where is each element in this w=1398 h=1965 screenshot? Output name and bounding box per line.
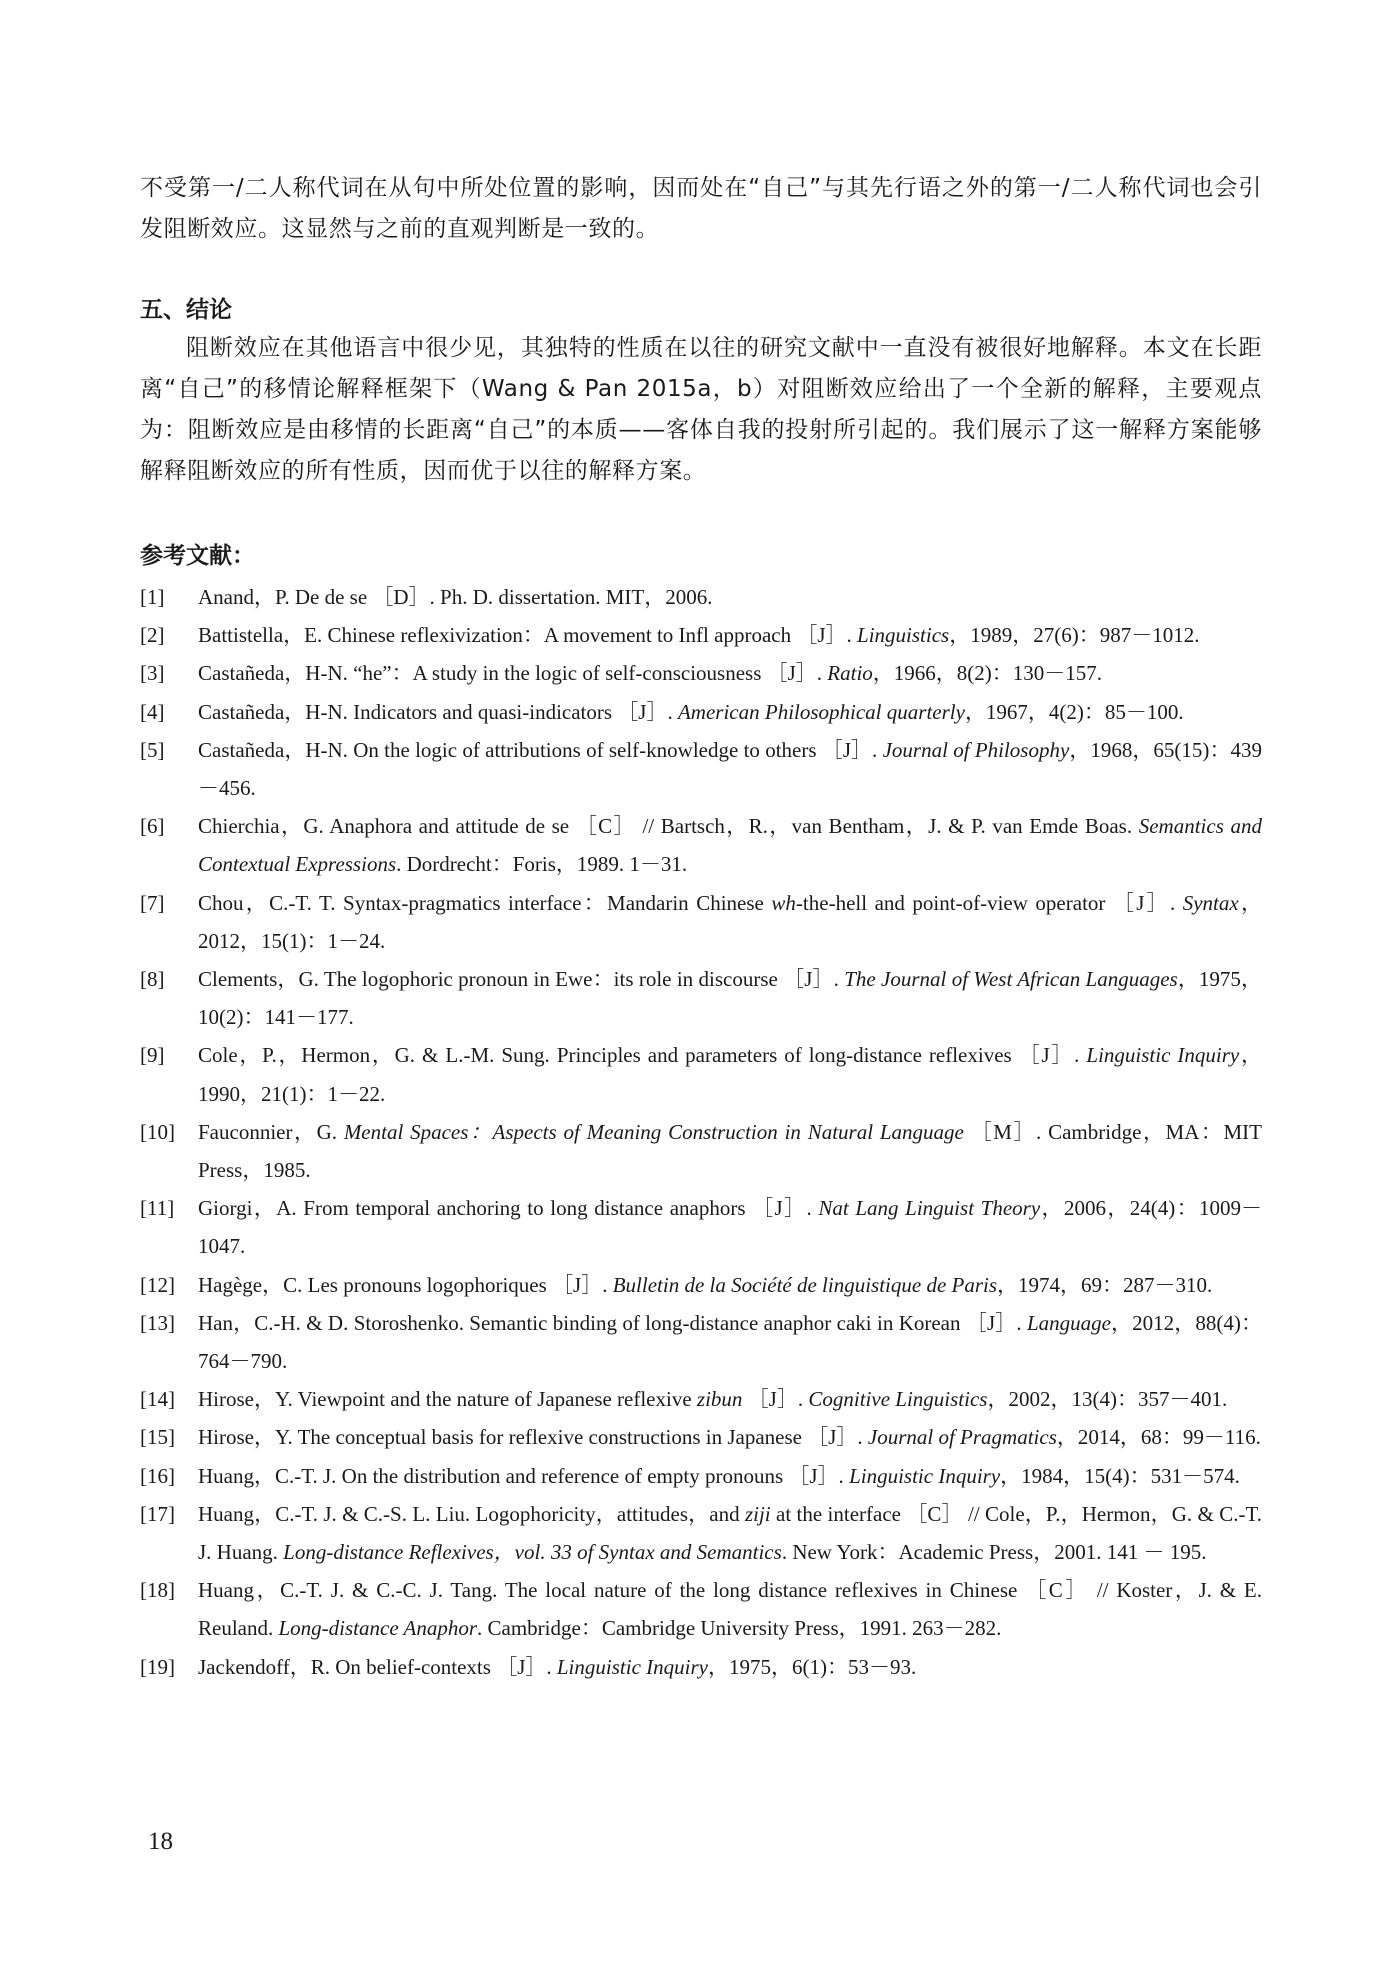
references-heading: 参考文献：: [140, 543, 255, 569]
reference-number: [7]: [140, 890, 165, 915]
reference-number: [5]: [140, 737, 165, 762]
reference-text: [198, 1457, 1262, 1495]
reference-italic-title: Linguistic Inquiry: [556, 1654, 708, 1679]
reference-number: [16]: [140, 1463, 175, 1488]
reference-segment: -the-hell and point-of-view operator ［J］.: [795, 890, 1183, 915]
reference-number: [3]: [140, 661, 165, 686]
reference-number: [18]: [140, 1578, 175, 1603]
reference-segment: Huang，C.-T. J. & C.-S. L. Liu. Logophoricity，attitudes，and: [198, 1501, 745, 1526]
reference-text: [198, 1113, 1262, 1189]
conclusion-heading: 五、结论: [140, 297, 232, 323]
reference-segment: ［M］. Cambridge，MA：MIT Press，1985.: [198, 1119, 1262, 1183]
intro-paragraph: 不受第一/二人称代词在从句中所处位置的影响，因而处在“自己”与其先行语之外的第一/二人称代词也会引发阻断效应。这显然与之前的直观判断是一致的。: [140, 175, 1262, 242]
reference-number: [6]: [140, 814, 165, 839]
reference-italic-title: ziji: [744, 1501, 771, 1526]
reference-text: [198, 807, 1262, 883]
reference-number: [10]: [140, 1119, 175, 1144]
reference-entry: [140, 1380, 1262, 1418]
reference-italic-title: The Journal of West African Languages: [844, 967, 1178, 992]
reference-italic-title: Long-distance Reflexives，vol. 33 of Syntax and Semantics: [283, 1540, 782, 1565]
reference-entry: [140, 1189, 1262, 1265]
reference-segment: Fauconnier，G.: [198, 1119, 344, 1144]
reference-text: [198, 1266, 1262, 1304]
reference-segment: Castañeda，H-N. “he”：A study in the logic of self-consciousness ［J］.: [198, 661, 828, 686]
reference-italic-title: Nat Lang Linguist Theory: [818, 1196, 1041, 1221]
reference-segment: Anand，P. De de se ［D］. Ph. D. dissertation. MIT，2006.: [198, 585, 713, 609]
reference-italic-title: Language: [1026, 1310, 1111, 1335]
reference-segment: Hagège，C. Les pronouns logophoriques ［J］.: [198, 1272, 613, 1297]
reference-entry: [140, 1495, 1262, 1571]
reference-italic-title: Linguistic Inquiry: [1086, 1043, 1240, 1068]
reference-entry: [140, 578, 1262, 616]
intro-section: [140, 168, 1262, 250]
reference-segment: Chierchia，G. Anaphora and attitude de se ［C］ // Bartsch，R.，van Bentham，J. & P. van Emde Boas.: [198, 814, 1139, 839]
reference-italic-title: Cognitive Linguistics: [808, 1387, 988, 1412]
conclusion-paragraph: 阻断效应在其他语言中很少见，其独特的性质在以往的研究文献中一直没有被很好地解释。本文在长距离“自己”的移情论解释框架下（Wang & Pan 2015a，b）对阻断效应给出了一个全新的解释，主要观点为：阻断效应是由移情的长距离“自己”的本质——客体自我的投射所引起的。我们展示了这一解释方案能够解释阻断效应的所有性质，因而优于以往的解释方案。: [140, 335, 1262, 484]
reference-segment: Cole，P.，Hermon，G. & L.-M. Sung. Principles and parameters of long-distance reflexives ［J］.: [198, 1043, 1087, 1068]
reference-text: [198, 1648, 1262, 1686]
reference-number: [17]: [140, 1501, 175, 1526]
reference-text: [198, 1495, 1262, 1571]
reference-entry: [140, 1113, 1262, 1189]
reference-entry: [140, 1304, 1262, 1380]
reference-entry: [140, 807, 1262, 883]
reference-entry: [140, 960, 1262, 1036]
reference-segment: Hirose，Y. Viewpoint and the nature of Japanese reflexive: [198, 1387, 697, 1412]
reference-segment: Giorgi，A. From temporal anchoring to long distance anaphors ［J］.: [198, 1196, 819, 1221]
reference-segment: Chou，C.-T. T. Syntax-pragmatics interface：Mandarin Chinese: [198, 890, 772, 915]
reference-italic-title: Linguistics: [857, 623, 950, 648]
reference-segment: ，1984，15(4)：531－574.: [1000, 1463, 1240, 1488]
reference-segment: ，1966，8(2)：130－157.: [872, 661, 1103, 686]
reference-text: [198, 693, 1262, 731]
reference-number: [15]: [140, 1425, 175, 1450]
reference-text: [198, 731, 1262, 807]
reference-number: [12]: [140, 1272, 175, 1297]
reference-text: [198, 1036, 1262, 1112]
reference-number: [13]: [140, 1310, 175, 1335]
reference-text: [198, 884, 1262, 960]
reference-segment: ，2012，88(4)：764－790.: [198, 1310, 1262, 1374]
reference-segment: . New York：Academic Press，2001. 141 － 195.: [781, 1540, 1207, 1565]
reference-number: [2]: [140, 623, 165, 648]
page-number: 18: [148, 1828, 173, 1855]
reference-segment: ，2012，15(1)：1－24.: [198, 890, 1262, 953]
reference-segment: Castañeda，H-N. On the logic of attributions of self-knowledge to others ［J］.: [198, 737, 883, 762]
reference-italic-title: zibun: [696, 1387, 743, 1412]
reference-segment: ，2002，13(4)：357－401.: [987, 1387, 1228, 1412]
reference-segment: . Cambridge：Cambridge University Press，1991. 263－282.: [477, 1616, 1002, 1641]
reference-entry: [140, 1266, 1262, 1304]
reference-segment: ，2006，24(4)：1009－1047.: [198, 1196, 1262, 1259]
reference-entry: [140, 1418, 1262, 1456]
reference-text: [198, 616, 1262, 654]
reference-number: [4]: [140, 699, 165, 724]
reference-number: [8]: [140, 967, 165, 992]
reference-segment: Castañeda，H-N. Indicators and quasi-indicators ［J］.: [198, 699, 678, 724]
reference-entry: [140, 616, 1262, 654]
reference-entry: [140, 884, 1262, 960]
reference-number: [14]: [140, 1387, 175, 1412]
reference-italic-title: Long-distance Anaphor: [278, 1616, 478, 1641]
reference-segment: ，1989，27(6)：987－1012.: [949, 623, 1200, 648]
reference-number: [11]: [140, 1196, 175, 1221]
reference-italic-title: Semantics and Contextual Expressions: [198, 814, 1262, 877]
reference-entry: [140, 731, 1262, 807]
reference-text: [198, 1380, 1262, 1418]
reference-segment: ，1975，6(1)：53－93.: [707, 1654, 917, 1679]
reference-italic-title: Bulletin de la Société de linguistique de Paris: [612, 1272, 998, 1297]
reference-entry: [140, 654, 1262, 692]
reference-segment: ，1974，69：287－310.: [997, 1272, 1213, 1297]
reference-segment: ［J］.: [742, 1387, 809, 1412]
reference-entry: [140, 1571, 1262, 1647]
reference-segment: Battistella，E. Chinese reflexivization：A movement to Infl approach ［J］.: [198, 623, 858, 648]
reference-text: [198, 1304, 1262, 1380]
conclusion-section: [140, 328, 1262, 492]
reference-segment: Clements，G. The logophoric pronoun in Ewe：its role in discourse ［J］.: [198, 967, 845, 992]
reference-segment: Huang，C.-T. J. On the distribution and reference of empty pronouns ［J］.: [198, 1463, 850, 1488]
reference-segment: ，1967，4(2)：85－100.: [964, 699, 1184, 724]
reference-entry: [140, 1457, 1262, 1495]
reference-segment: Huang，C.-T. J. & C.-C. J. Tang. The local nature of the long distance reflexives in Chinese ［C］ // Koster，J. & E. Reuland.: [198, 1578, 1262, 1641]
reference-entry: [140, 1648, 1262, 1686]
references-list: [140, 578, 1262, 1686]
reference-segment: ，1975，10(2)：141－177.: [198, 967, 1262, 1030]
reference-segment: Han，C.-H. & D. Storoshenko. Semantic binding of long-distance anaphor caki in Korean ［J］.: [198, 1310, 1027, 1335]
reference-text: [198, 578, 1262, 616]
reference-italic-title: Ratio: [827, 661, 873, 686]
reference-number: [1]: [140, 585, 165, 609]
reference-italic-title: Journal of Philosophy: [882, 737, 1070, 762]
reference-number: [19]: [140, 1654, 175, 1679]
reference-text: [198, 1189, 1262, 1265]
reference-text: [198, 1571, 1262, 1647]
reference-segment: at the interface ［C］ // Cole，P.，Hermon，G. & C.-T. J. Huang.: [198, 1501, 1262, 1565]
reference-text: [198, 654, 1262, 692]
reference-italic-title: wh: [771, 890, 796, 915]
reference-segment: . Dordrecht：Foris，1989. 1－31.: [396, 852, 688, 877]
reference-italic-title: Syntax: [1182, 890, 1239, 915]
reference-italic-title: Journal of Pragmatics: [867, 1425, 1057, 1450]
reference-segment: Hirose，Y. The conceptual basis for reflexive constructions in Japanese ［J］.: [198, 1425, 868, 1450]
reference-segment: ，2014，68：99－116.: [1056, 1425, 1261, 1450]
reference-text: [198, 960, 1262, 1036]
reference-italic-title: Linguistic Inquiry: [849, 1463, 1001, 1488]
reference-entry: [140, 1036, 1262, 1112]
reference-number: [9]: [140, 1043, 165, 1068]
reference-segment: ，1990，21(1)：1－22.: [198, 1043, 1262, 1106]
reference-segment: ，1968，65(15)：439－456.: [198, 737, 1262, 801]
reference-italic-title: Mental Spaces：Aspects of Meaning Construction in Natural Language: [343, 1119, 964, 1144]
reference-text: [198, 1418, 1262, 1456]
reference-segment: Jackendoff，R. On belief-contexts ［J］.: [198, 1654, 557, 1679]
reference-entry: [140, 693, 1262, 731]
reference-italic-title: American Philosophical quarterly: [677, 699, 965, 724]
